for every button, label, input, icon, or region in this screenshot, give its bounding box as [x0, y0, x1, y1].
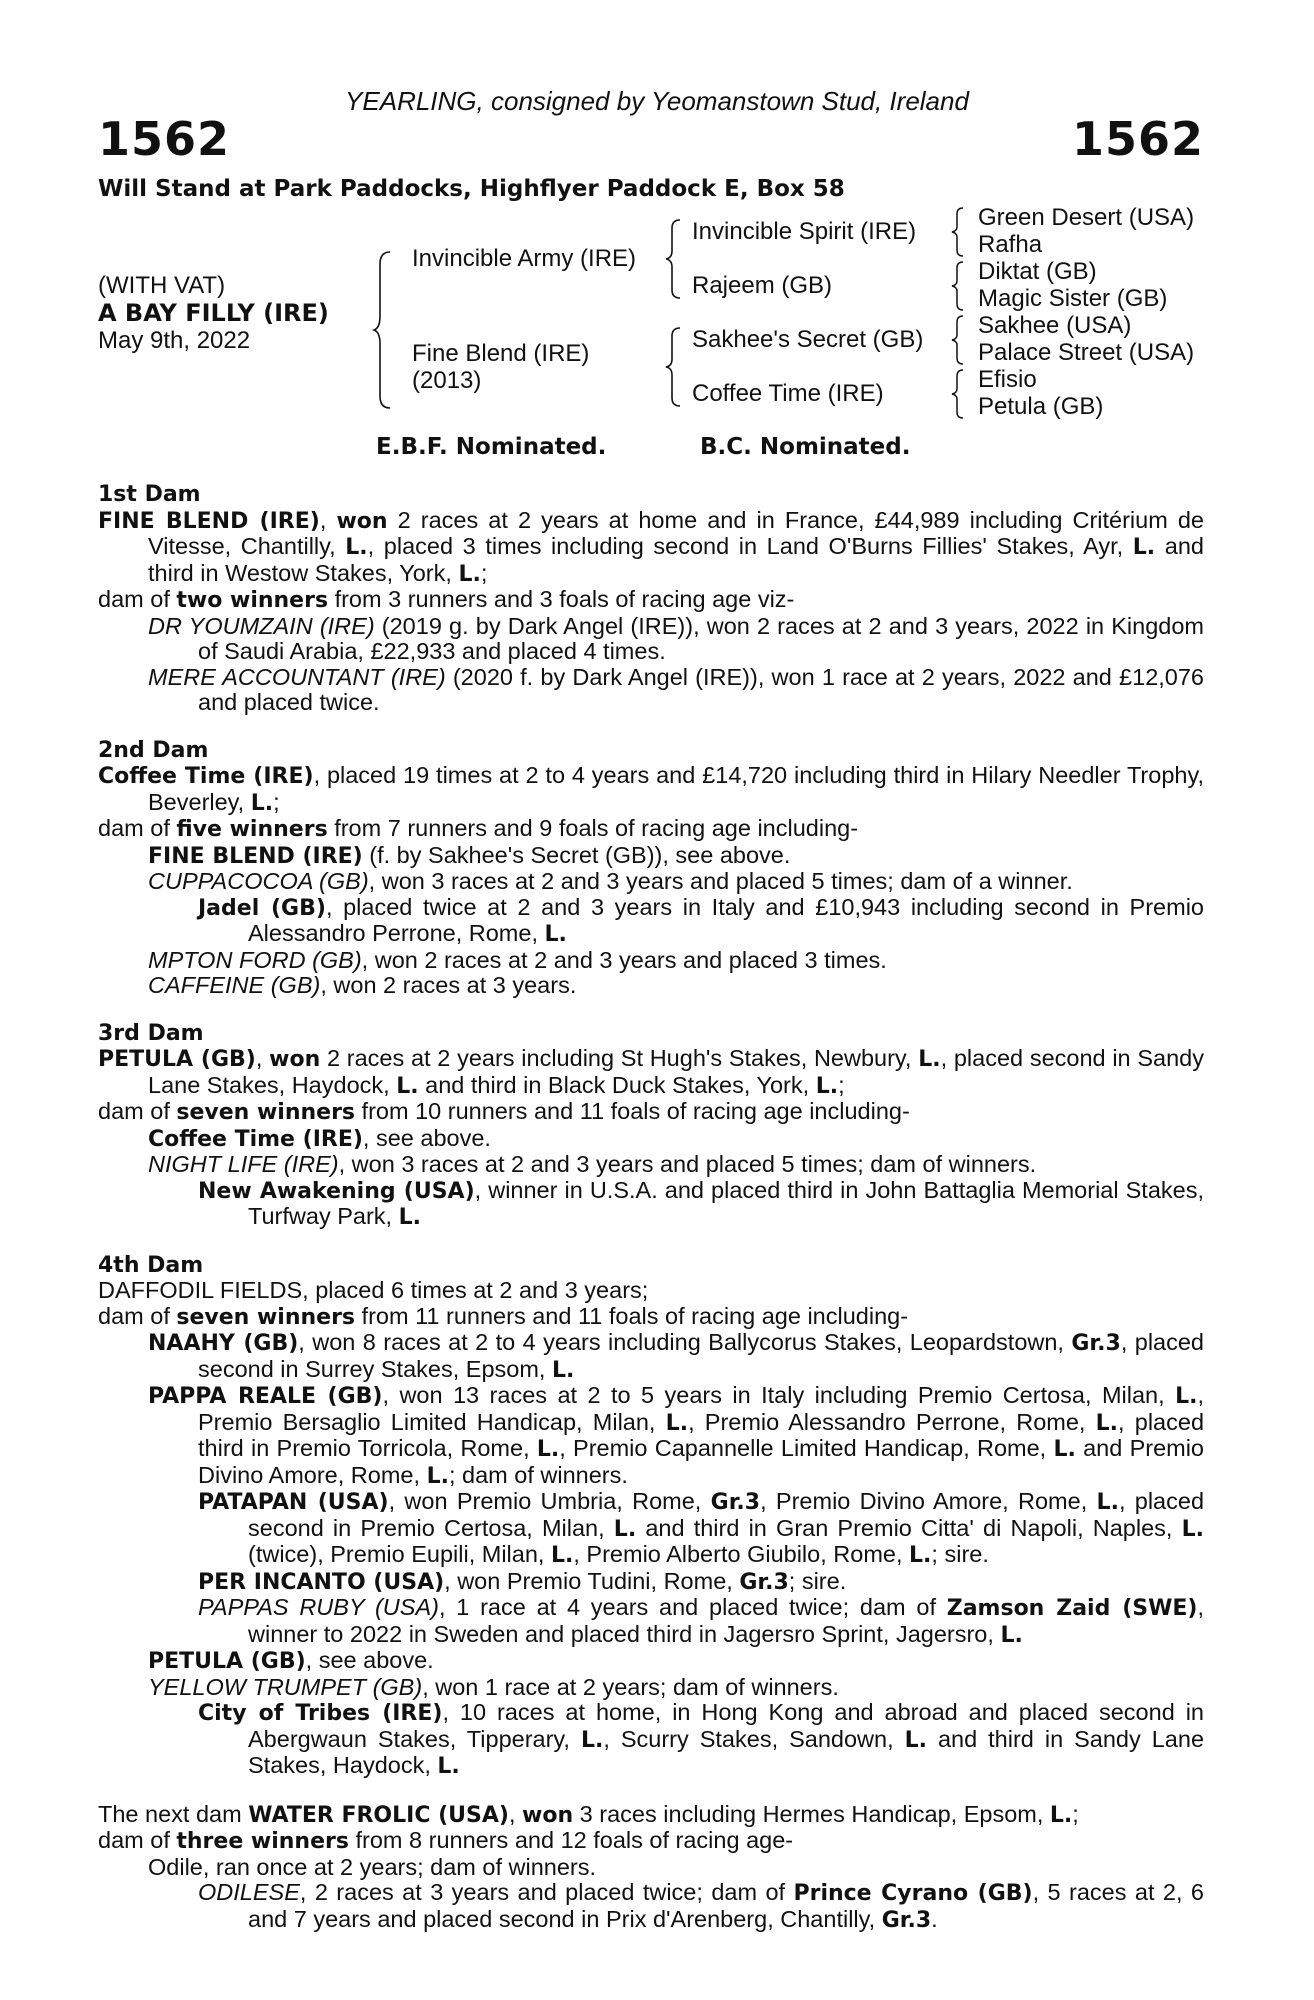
second-dam-grandprogeny-1: [98, 895, 1204, 948]
record-text: dam of: [98, 1827, 177, 1853]
progeny-name: CUPPACOCOA (GB): [148, 868, 369, 894]
listed-marker: L.: [536, 1437, 560, 1462]
winners-count: seven winners: [176, 1304, 356, 1330]
listed-marker: L.: [815, 1073, 839, 1099]
record-text: , placed 3 times including second in Land O'Burns Fillies' Stakes, Ayr,: [367, 533, 1133, 559]
progeny-name: PAPPA REALE (GB): [148, 1384, 383, 1409]
progeny-record: , won 1 race at 2 years; dam of winners.: [422, 1673, 839, 1700]
record-text: dam of: [98, 586, 177, 612]
listed-marker: L.: [458, 561, 481, 587]
sire-sire: Invincible Spirit (IRE): [692, 218, 917, 245]
pedigree-brace-dam: [664, 326, 684, 408]
second-dam-name: Coffee Time (IRE): [98, 764, 314, 789]
first-dam-progeny-1: [98, 614, 1204, 665]
fourth-dam-progeny-naahy: [98, 1330, 1204, 1383]
record-text: ;: [838, 1071, 845, 1098]
fourth-dam-progeny-pappa-reale: [98, 1383, 1204, 1489]
progeny-record: , won 3 races at 2 and 3 years and placed 5 times; dam of a winner.: [368, 868, 1073, 894]
record-text: dam of: [98, 815, 177, 841]
progeny-record: , Premio Capannelle Limited Handicap, Rome,: [559, 1435, 1054, 1461]
progeny-record: , winner in U.S.A. and placed third in John Battaglia Memorial Stakes, Turfway Park,: [248, 1176, 1204, 1229]
progeny-name: Jadel (GB): [198, 895, 326, 921]
winners-count: five winners: [176, 817, 328, 842]
next-dam-name: WATER FROLIC (USA): [248, 1802, 509, 1828]
fourth-dam-grandprogeny-patapan: [98, 1489, 1204, 1569]
group-marker: Gr.3: [739, 1569, 789, 1595]
progeny-record: , won 8 races at 2 to 4 years including Ballycorus Stakes, Leopardstown,: [298, 1329, 1072, 1355]
progeny-name: MPTON FORD (GB): [148, 946, 362, 973]
progeny-record: , Premio Alberto Giubilo, Rome,: [573, 1541, 910, 1567]
vat-note: (WITH VAT): [98, 272, 226, 299]
third-dam-dam-of: [98, 1099, 1204, 1126]
listed-marker: L.: [665, 1410, 689, 1436]
record-text: The next dam: [98, 1800, 249, 1827]
pedigree-brace-sire: [664, 218, 684, 300]
second-dam-progeny-1: [98, 843, 1204, 870]
listed-marker: L.: [426, 1463, 449, 1489]
great-grandparent-3: Diktat (GB): [978, 258, 1097, 285]
next-dam-record: The next dam WATER FROLIC (USA), won 3 races including Hermes Handicap, Epsom, L.;: [98, 1800, 1079, 1828]
produce-record: [98, 482, 1204, 1955]
foaling-date: May 9th, 2022: [98, 327, 251, 354]
progeny-record: and Premio Divino Amore, Rome,: [198, 1435, 1205, 1488]
record-text: from 7 runners and 9 foals of racing age including-: [327, 815, 859, 841]
progeny-name: NIGHT LIFE (IRE): [148, 1151, 339, 1177]
listed-marker: L.: [1095, 1410, 1119, 1436]
progeny-name: PETULA (GB): [148, 1649, 306, 1674]
progeny-name: DR YOUMZAIN (IRE): [148, 612, 375, 639]
progeny-record: , Scurry Stakes, Sandown,: [603, 1725, 905, 1752]
first-dam-progeny-2: [98, 665, 1204, 716]
listed-marker: L.: [1053, 1437, 1076, 1462]
second-dam-progeny-2: [98, 869, 1204, 895]
progeny-record: , Premio Alessandro Perrone, Rome,: [688, 1408, 1096, 1435]
group-marker: Gr.3: [710, 1490, 761, 1515]
first-dam-record: FINE BLEND (IRE), won 2 races at 2 years at home and in France, £44,989 including Critérium de Vitesse, Chantilly, L., placed 3 times including second in Land O'Burns Fillies' Stakes, Ayr, L. and third in Westow Stakes, York, L.;: [98, 506, 1204, 587]
third-dam-heading: 3rd Dam: [98, 1020, 204, 1046]
progeny-record: , placed twice at 2 and 3 years in Italy and £10,943 including second in Premio Alessandro Perrone, Rome,: [248, 893, 1204, 946]
progeny-record: ; sire.: [931, 1541, 989, 1567]
progeny-record: , see above.: [305, 1647, 434, 1673]
second-dam-progeny-3: [98, 948, 1204, 974]
won-label: won: [269, 1047, 321, 1072]
lot-number-right: 1562: [1071, 112, 1204, 166]
second-dam-record: [98, 763, 1204, 816]
ebf-nominated: E.B.F. Nominated.: [376, 434, 607, 460]
record-text: ;: [273, 788, 280, 815]
record-text: , placed second in Sandy Lane Stakes, Haydock,: [148, 1045, 1204, 1098]
progeny-name: Zamson Zaid (SWE): [946, 1596, 1198, 1621]
listed-marker: L.: [396, 1073, 419, 1099]
progeny-record: , placed second in Premio Certosa, Milan,: [248, 1488, 1205, 1541]
progeny-record: , won Premio Umbria, Rome,: [388, 1488, 711, 1514]
listed-marker: L.: [1096, 1490, 1119, 1515]
record-text: and third in Westow Stakes, York,: [148, 533, 1204, 586]
listed-marker: L.: [580, 1727, 604, 1753]
third-dam-progeny-1: [98, 1126, 1204, 1153]
great-grandparent-7: Efisio: [978, 366, 1037, 393]
progeny-record: , 2 races at 3 years and placed twice; dam of: [299, 1879, 794, 1905]
progeny-record: and third in Gran Premio Citta' di Napoli, Naples,: [636, 1514, 1182, 1541]
progeny-name: Prince Cyrano (GB): [793, 1881, 1033, 1906]
consignor-line: YEARLING, consigned by Yeomanstown Stud, Ireland: [345, 86, 969, 116]
winners-count: two winners: [176, 588, 329, 613]
progeny-name: PAPPAS RUBY (USA): [198, 1594, 439, 1620]
record-text: .: [931, 1905, 938, 1932]
record-text: and third in Black Duck Stakes, York,: [418, 1071, 816, 1098]
first-dam-heading: 1st Dam: [98, 482, 201, 507]
won-label: won: [522, 1802, 574, 1828]
third-dam-grandprogeny-1: [98, 1178, 1204, 1231]
first-dam-section: [98, 482, 1204, 716]
progeny-name: Coffee Time (IRE): [148, 1126, 363, 1152]
listed-marker: L.: [345, 535, 368, 560]
great-grandparent-8: Petula (GB): [978, 393, 1104, 420]
record-text: dam of: [98, 1302, 177, 1329]
great-grandparent-5: Sakhee (USA): [978, 312, 1132, 339]
listed-marker: L.: [918, 1047, 941, 1072]
record-text: 2 races at 2 years at home and in France, £44,989 including Critérium de Vitesse, Chantilly,: [148, 506, 1204, 559]
second-dam-section: [98, 738, 1204, 999]
progeny-record: , 5 races at 2, 6 and 7 years and placed second in Prix d'Arenberg, Chantilly,: [248, 1879, 1204, 1932]
listed-marker: L.: [437, 1754, 460, 1779]
progeny-name: New Awakening (USA): [198, 1178, 475, 1204]
progeny-name: NAAHY (GB): [148, 1331, 299, 1356]
progeny-record: , 1 race at 4 years and placed twice; dam of: [438, 1594, 947, 1620]
fourth-dam-record: DAFFODIL FIELDS, placed 6 times at 2 and 3 years;: [98, 1277, 649, 1303]
listed-marker: L.: [1175, 1384, 1198, 1409]
progeny-record: , won 2 races at 2 and 3 years and placed 3 times.: [361, 946, 887, 973]
record-text: dam of: [98, 1098, 177, 1124]
progeny-name: FINE BLEND (IRE): [148, 843, 363, 869]
great-grandparent-2: Rafha: [978, 231, 1043, 258]
progeny-record: (2020 f. by Dark Angel (IRE)), won 1 race at 2 years, 2022 and £12,076 and placed twice.: [198, 663, 1204, 715]
bc-nominated: B.C. Nominated.: [700, 434, 911, 460]
fourth-dam-grandprogeny-per-incanto: [98, 1569, 1204, 1596]
winners-count: three winners: [176, 1829, 349, 1854]
listed-marker: L.: [551, 1357, 575, 1383]
progeny-record: , won 2 races at 3 years.: [320, 972, 577, 998]
listed-marker: L.: [613, 1516, 637, 1542]
pedigree-brace-g78: [950, 368, 966, 420]
second-dam-progeny-4: [98, 973, 1204, 999]
great-grandparent-1: Green Desert (USA): [978, 204, 1195, 231]
progeny-record: , placed second in Surrey Stakes, Epsom,: [198, 1329, 1205, 1382]
progeny-name: YELLOW TRUMPET (GB): [148, 1673, 423, 1700]
record-text: from 11 runners and 11 foals of racing age including-: [355, 1302, 909, 1329]
listed-marker: L.: [1049, 1802, 1073, 1828]
listed-marker: L.: [1000, 1622, 1023, 1648]
second-dam-dam-of: [98, 816, 1204, 843]
next-dam-grandprogeny-odilese: [98, 1880, 1204, 1933]
great-grandparent-4: Magic Sister (GB): [978, 285, 1168, 312]
progeny-record: (2019 g. by Dark Angel (IRE)), won 2 races at 2 and 3 years, 2022 in Kingdom of Saudi Arabia, £22,933 and placed 4 times.: [198, 612, 1204, 664]
record-text: 2 races at 2 years including St Hugh's Stakes, Newbury,: [320, 1045, 919, 1071]
next-dam-section: [98, 1802, 1204, 1934]
progeny-record: , won Premio Tudini, Rome,: [444, 1567, 740, 1594]
first-dam-name: FINE BLEND (IRE): [98, 508, 320, 534]
listed-marker: L.: [904, 1727, 927, 1753]
third-dam-section: [98, 1021, 1204, 1231]
stand-location: Will Stand at Park Paddocks, Highflyer Paddock E, Box 58: [98, 176, 845, 202]
listed-marker: L.: [1132, 535, 1156, 560]
listed-marker: L.: [250, 790, 274, 816]
horse-name: A BAY FILLY (IRE): [98, 299, 329, 327]
record-text: ;: [480, 559, 488, 586]
first-dam-dam-of: [98, 587, 1204, 614]
record-text: from 3 runners and 3 foals of racing age viz-: [328, 586, 795, 612]
progeny-record: and third in Sandy Lane Stakes, Haydock,: [248, 1725, 1205, 1778]
fourth-dam-progeny-yellow-trumpet: [98, 1675, 1204, 1701]
record-text: from 8 runners and 12 foals of racing age-: [348, 1827, 794, 1853]
sire: Invincible Army (IRE): [412, 245, 637, 272]
progeny-name: PER INCANTO (USA): [198, 1569, 445, 1595]
progeny-record: (f. by Sakhee's Secret (GB)), see above.: [362, 841, 791, 868]
progeny-name: ODILESE: [198, 1879, 300, 1905]
third-dam-record: PETULA (GB), won 2 races at 2 years including St Hugh's Stakes, Newbury, L., placed second in Sandy Lane Stakes, Haydock, L. and third in Black Duck Stakes, York, L.;: [98, 1045, 1204, 1099]
next-dam-progeny-odile: Odile, ran once at 2 years; dam of winners.: [148, 1853, 597, 1880]
lot-number-left: 1562: [98, 112, 231, 166]
progeny-record: , won 3 races at 2 and 3 years and placed 5 times; dam of winners.: [338, 1151, 1037, 1177]
record-text: from 10 runners and 11 foals of racing age including-: [355, 1098, 910, 1124]
progeny-record: , placed third in Premio Torricola, Rome,: [198, 1408, 1205, 1461]
record-text: ;: [1072, 1800, 1079, 1827]
pedigree-brace-g34: [950, 260, 966, 312]
record-text: , placed 19 times at 2 to 4 years and £14,720 including third in Hilary Needler Trophy, Beverley,: [148, 762, 1205, 815]
next-dam-dam-of: [98, 1828, 1204, 1855]
record-text: 3 races including Hermes Handicap, Epsom,: [573, 1800, 1050, 1827]
dam-dam: Coffee Time (IRE): [692, 380, 884, 407]
fourth-dam-dam-of: [98, 1304, 1204, 1331]
progeny-record: , Premio Bersaglio Limited Handicap, Milan,: [198, 1382, 1204, 1435]
progeny-record: , winner to 2022 in Sweden and placed third in Jagersro Sprint, Jagersro,: [248, 1594, 1205, 1647]
won-label: won: [336, 508, 388, 534]
progeny-record: ; dam of winners.: [448, 1461, 628, 1488]
winners-count: seven winners: [176, 1100, 356, 1125]
dam: Fine Blend (IRE): [412, 340, 590, 367]
listed-marker: L.: [550, 1543, 574, 1568]
great-grandparent-6: Palace Street (USA): [978, 339, 1195, 366]
dam-sire: Sakhee's Secret (GB): [692, 326, 924, 353]
progeny-record: (twice), Premio Eupili, Milan,: [248, 1541, 551, 1567]
listed-marker: L.: [398, 1205, 421, 1230]
fourth-dam-progeny-petula: [98, 1648, 1204, 1675]
third-dam-name: PETULA (GB): [98, 1047, 256, 1072]
progeny-record: ; sire.: [788, 1567, 847, 1594]
progeny-record: , 10 races at home, in Hong Kong and abroad and placed second in Abergwaun Stakes, Tipperary,: [248, 1699, 1204, 1752]
group-marker: Gr.3: [1071, 1331, 1121, 1356]
group-marker: Gr.3: [881, 1907, 932, 1933]
listed-marker: L.: [1181, 1516, 1204, 1542]
second-dam-heading: 2nd Dam: [98, 737, 209, 763]
fourth-dam-grandprogeny-city-of-tribes: [98, 1700, 1204, 1780]
listed-marker: L.: [909, 1543, 932, 1568]
fourth-dam-heading: 4th Dam: [98, 1252, 204, 1278]
pedigree-brace-g12: [950, 206, 966, 258]
progeny-record: , Premio Divino Amore, Rome,: [760, 1488, 1097, 1514]
progeny-name: MERE ACCOUNTANT (IRE): [148, 663, 446, 690]
fourth-dam-grandprogeny-pappas-ruby: [98, 1595, 1204, 1648]
progeny-record: , see above.: [362, 1124, 491, 1151]
dam-year: (2013): [412, 367, 482, 394]
pedigree-brace-g56: [950, 314, 966, 366]
fourth-dam-section: [98, 1253, 1204, 1780]
third-dam-progeny-2: [98, 1152, 1204, 1178]
progeny-name: PATAPAN (USA): [198, 1490, 389, 1515]
pedigree-brace-main: [372, 250, 394, 410]
progeny-record: , won 13 races at 2 to 5 years in Italy including Premio Certosa, Milan,: [382, 1382, 1176, 1408]
progeny-name: CAFFEINE (GB): [148, 972, 321, 998]
progeny-name: City of Tribes (IRE): [198, 1701, 443, 1726]
listed-marker: L.: [544, 922, 567, 947]
sire-dam: Rajeem (GB): [692, 272, 833, 299]
